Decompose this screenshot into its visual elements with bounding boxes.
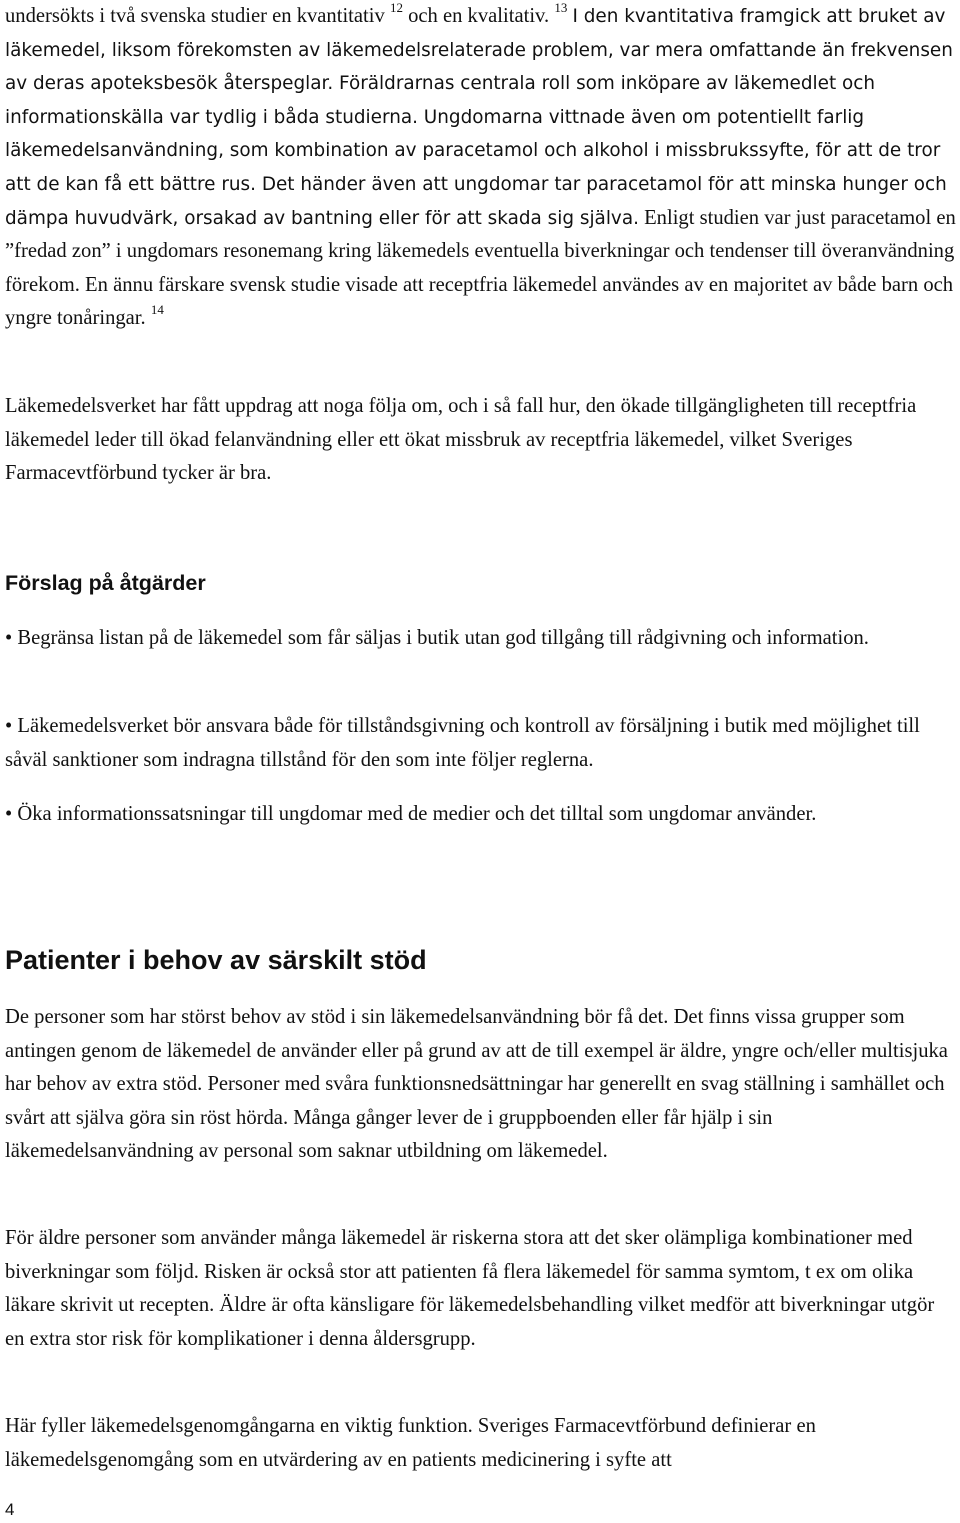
paragraph-aldre: För äldre personer som använder många läkemedel är riskerna stora att det sker olämpliga kombinationer med biverkningar som följd. Risken är också stor att patienten få flera läkemedel för samma symtom, t ex om olika läkare skrivit ut recepten. Äldre är ofta känsligare för läkemedelsbehandling vilket medför att biverkningar utgör en extra stor risk för komplikationer i denna åldersgrupp. bbox=[5, 1227, 935, 1350]
bullet-icon: • bbox=[5, 803, 13, 825]
bullet-icon: • bbox=[5, 715, 13, 737]
bullet-item-1 bbox=[5, 622, 957, 656]
paragraph-lakemedelsverket: Läkemedelsverket har fått uppdrag att noga följa om, och i så fall hur, den ökade tillgängligheten till receptfria läkemedel leder till ökad felanvändning eller ett ökat missbruk av receptfria läkemedel, vilket Sveriges Farmacevtförbund tycker är bra. bbox=[5, 395, 917, 485]
bullet-text-3: Öka informationssatsningar till ungdomar med de medier och det tilltal som ungdomar använder. bbox=[17, 803, 817, 825]
footnote-ref-12: 12 bbox=[389, 0, 403, 15]
section-heading-patienter: Patienter i behov av särskilt stöd bbox=[5, 945, 427, 975]
text-studies-qualitative: och en kvalitativ. bbox=[408, 5, 550, 27]
footnote-ref-13: 13 bbox=[554, 0, 568, 15]
bullet-icon: • bbox=[5, 627, 13, 649]
section-heading-forslag: Förslag på åtgärder bbox=[5, 571, 206, 595]
footnote-ref-14: 14 bbox=[150, 302, 164, 318]
text-paracetamol-findings: Enligt studien var just paracetamol en ”fredad zon” i ungdomars resonemang kring läkemedels eventuella biverkningar och tendenser till överanvändning förekom. En ännu färskare svensk studie visade att receptfria läkemedel användes av en majoritet av både barn och yngre tonåringar. bbox=[5, 206, 956, 330]
bullet-text-2: Läkemedelsverket bör ansvara både för tillståndsgivning och kontroll av försäljning i butik med möjlighet till såväl sanktioner som indragna tillstånd för den som inte följer reglerna. bbox=[5, 715, 920, 771]
page-number: 4 bbox=[5, 1500, 15, 1519]
paragraph-stod: De personer som har störst behov av stöd i sin läkemedelsanvändning bör få det. Det finns vissa grupper som antingen genom de läkemedel de använder eller på grund av att de till exempel är äldre, yngre och/eller multisjuka har behov av extra stöd. Personer med svåra funktionsnedsättningar har generellt en svag ställning i samhället och svårt att själva göra sin röst hörda. Många gånger lever de i gruppboenden eller får hjälp i sin läkemedelsanvändning av personal som saknar utbildning om läkemedel. bbox=[5, 1006, 948, 1163]
paragraph-genomgang: Här fyller läkemedelsgenomgångarna en viktig funktion. Sveriges Farmacevtförbund definierar en läkemedelsgenomgång som en utvärdering av en patients medicinering i syfte att bbox=[5, 1415, 816, 1471]
paragraph-studies bbox=[5, 0, 957, 336]
text-quantitative-findings: I den kvantitativa framgick att bruket av läkemedel, liksom förekomsten av läkemedelsrelaterade problem, var mera omfattande än frekvensen av deras apoteksbesök återspeglar. Föräldrarnas centrala roll som inköpare av läkemedlet och informationskälla var tydlig i båda studierna. Ungdomarna vittnade även om potentiellt farlig läkemedelsanvändning, som kombination av paracetamol och alkohol i missbrukssyfte, för att de tror att de kan få ett bättre rus. Det händer även att ungdomar tar paracetamol för att minska hunger och dämpa huvudvärk, orsakad av bantning eller för att skada sig själva. bbox=[5, 6, 953, 229]
bullet-item-2 bbox=[5, 710, 957, 777]
bullet-text-1: Begränsa listan på de läkemedel som får säljas i butik utan god tillgång till rådgivning och information. bbox=[17, 627, 869, 649]
bullet-item-3 bbox=[5, 798, 957, 832]
text-studies-intro: undersökts i två svenska studier en kvantitativ bbox=[5, 5, 385, 27]
